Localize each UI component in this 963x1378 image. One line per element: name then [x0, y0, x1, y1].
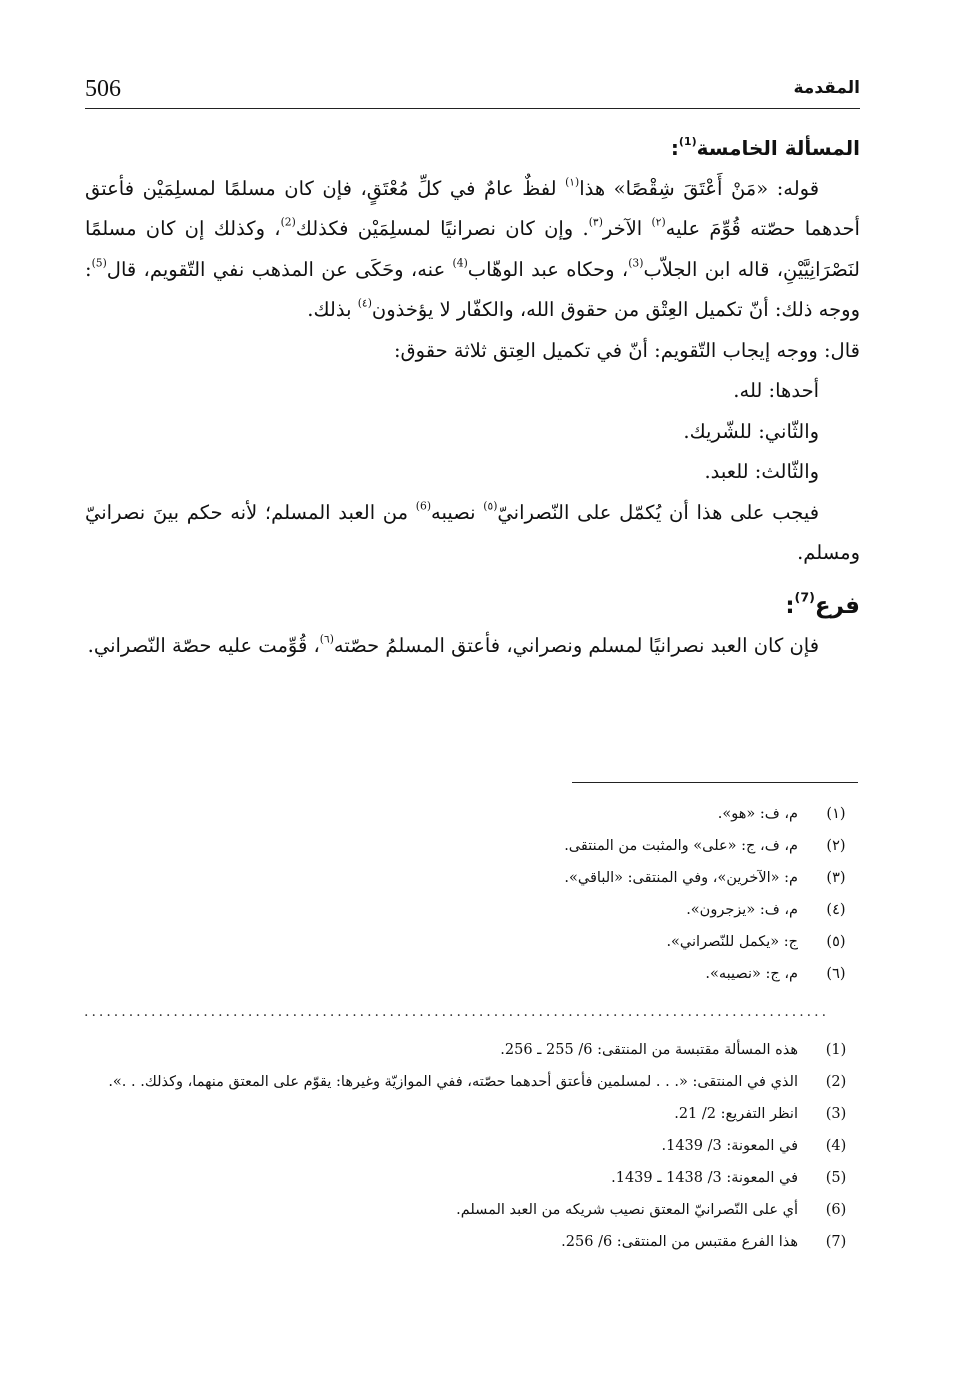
page-number: 506	[85, 76, 121, 102]
section-heading-2	[85, 586, 860, 627]
footnote-number: (3)	[825, 1106, 847, 1122]
footnote-marker: (3)	[628, 255, 644, 269]
footnote-marker: (٤)	[357, 296, 372, 310]
footnote-number: (٥)	[826, 934, 846, 950]
paragraph-3-part-b: نصيبه	[431, 500, 484, 524]
footnote-separator-line	[572, 782, 858, 783]
running-head: المقدمة	[793, 78, 860, 98]
footnote-text: م، ج: «نصيبه».	[705, 966, 798, 982]
footnote-marker: (4)	[452, 255, 468, 269]
footnote-text: م: «الآخرين»، وفي المنتقى: «الباقي».	[564, 870, 798, 886]
footnote-number: (7)	[825, 1234, 847, 1250]
paragraph-1-part-f: ، وحكاه عبد الوهّاب	[467, 257, 629, 281]
paragraph-4-part-b: ، قُوِّمت عليه حصّة النّصراني.	[87, 634, 320, 657]
footnote-number: (٢)	[826, 838, 846, 854]
section-heading-1-text: المسألة الخامسة	[696, 136, 860, 160]
footnote-item	[85, 894, 860, 926]
paragraph-4	[85, 626, 860, 667]
footnote-number: (5)	[825, 1170, 847, 1186]
footnote-text: م، ف: «يزجرون».	[686, 902, 798, 918]
footnote-item	[85, 926, 860, 958]
paragraph-4-part-a: فإن كان العبد نصرانيًا لمسلم ونصراني، فأعتق المسلمُ حصّته	[333, 634, 820, 657]
heading-colon: :	[670, 136, 679, 160]
footnote-marker: (٦)	[319, 632, 334, 646]
footnote-item	[85, 1130, 860, 1162]
list-item: أحدها: لله.	[733, 379, 820, 402]
list-item: والثّاني: للشّريك.	[683, 419, 820, 443]
footnote-marker: (6)	[415, 498, 431, 512]
footnote-number: (4)	[825, 1138, 847, 1154]
footnote-item	[85, 1066, 860, 1098]
section-heading-1	[85, 128, 860, 169]
paragraph-3-part-a: فيجب على هذا أن يُكمّل على النّصرانيّ	[497, 500, 820, 524]
footnote-marker: (7)	[794, 589, 815, 605]
paragraph-1-part-b: لفظٌ عامٌ في كلِّ مُعْتَقٍ، فإن كان مسلمًا لمسلِمَيْن فأعتق أحدهما حصّته قُوِّمَ عليه	[85, 176, 860, 240]
footnote-marker: (٢)	[651, 215, 666, 229]
footnote-number: (٣)	[826, 870, 846, 886]
page-header	[85, 70, 860, 109]
paragraph-1-part-a: قوله: «مَنْ أَعْتَقَ شِقْصًا» هذا	[579, 176, 820, 200]
footnote-marker: (٥)	[483, 498, 498, 512]
footnote-text: هذا الفرع مقتبس من المنتقى: 6/ 256.	[561, 1234, 798, 1250]
footnote-marker: (5)	[91, 255, 107, 269]
paragraph-1-part-g: عنه، وحَكَى عن المذهب نفي التّقويم، قال	[106, 257, 453, 281]
source-footnotes	[85, 1034, 860, 1258]
footnote-number: (٦)	[826, 966, 846, 982]
paragraph-1-part-h: : ووجه ذلك: أنّ تكميل العِتْق من حقوق الله، والكفّار لا يؤخذون	[85, 257, 860, 321]
footnote-number: (2)	[825, 1074, 847, 1090]
footnote-item	[85, 798, 860, 830]
footnote-item	[85, 958, 860, 990]
footnote-number: (6)	[825, 1202, 847, 1218]
footnote-text: هذه المسألة مقتبسة من المنتقى: 6/ 255 ـ 256.	[500, 1042, 798, 1058]
paragraph-1-part-d: . وإن كان نصرانيًا لمسلِمَيْن فكذلك	[295, 217, 589, 240]
footnote-item	[85, 862, 860, 894]
footnote-text: انظر التفريع: 2/ 21.	[674, 1106, 798, 1122]
paragraph-3	[85, 493, 860, 574]
footnote-item	[85, 1162, 860, 1194]
footnote-marker: (1)	[678, 135, 697, 149]
heading-colon: :	[785, 592, 795, 619]
footnote-text: الذي في المنتقى: «. . . لمسلمين فأعتق أحدهما حصّته، ففي الموازيّة وغيرها: يقوّم على المعتق منهما، وكذلك. . .».	[108, 1074, 798, 1090]
footnote-item	[85, 1034, 860, 1066]
list-item: والثّالث: للعبد.	[704, 460, 820, 483]
footnote-marker: (2)	[280, 215, 296, 229]
paragraph-1-part-i: بذلك.	[307, 298, 358, 321]
paragraph-3-part-c: من العبد المسلم؛ لأنه حكم بينَ نصرانيّ ومسلم.	[85, 500, 860, 564]
footnote-number: (٤)	[826, 902, 846, 918]
paragraph-1	[85, 169, 860, 331]
footnote-marker: (٣)	[588, 215, 603, 229]
paragraph-1-part-e: ، وكذلك إن كان مسلمًا لنَصْرَانِيَّيْنِ، قاله ابن الجلاّب	[85, 217, 860, 281]
main-text	[85, 128, 860, 667]
footnote-item	[85, 1194, 860, 1226]
paragraph-1-part-c: الآخر	[602, 217, 652, 240]
footnote-text: م، ف: «هو».	[717, 806, 798, 822]
paragraph-2: قال: ووجه إيجاب التّقويم: أنّ في تكميل العِتق ثلاثة حقوق:	[393, 338, 860, 362]
footnote-text: ج: «يكمل للنّصراني».	[666, 934, 798, 950]
footnote-number: (1)	[825, 1042, 847, 1058]
footnote-item	[85, 1226, 860, 1258]
footnote-marker: (١)	[565, 174, 580, 188]
dotted-separator: ....................................................................................................	[84, 1004, 830, 1020]
footnote-item	[85, 830, 860, 862]
footnote-text: أي على النّصرانيّ المعتق نصيب شريكه من العبد المسلم.	[456, 1202, 798, 1218]
footnote-number: (١)	[826, 806, 846, 822]
edition-footnotes	[85, 798, 860, 990]
footnote-text: في المعونة: 3/ 1438 ـ 1439.	[611, 1170, 798, 1186]
footnote-text: في المعونة: 3/ 1439.	[661, 1138, 798, 1154]
footnote-item	[85, 1098, 860, 1130]
section-heading-2-text: فرع	[814, 592, 860, 619]
footnote-text: م، ف، ج: «على» والمثبت من المنتقى.	[564, 838, 798, 854]
